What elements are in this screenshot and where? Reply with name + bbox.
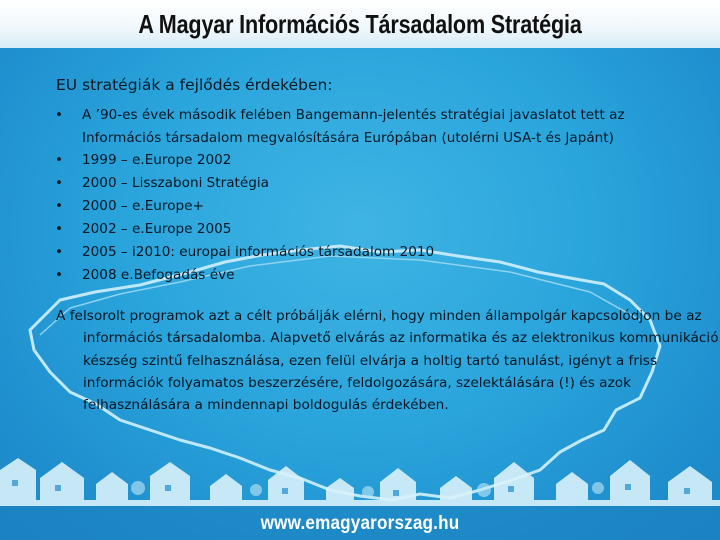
bullet-list — [55, 104, 695, 287]
bullet-icon: • — [55, 244, 64, 260]
list-item-text: 2002 – e.Europe 2005 — [82, 221, 232, 237]
bullet-icon: • — [55, 221, 64, 237]
title-bar — [0, 0, 720, 48]
bullet-icon: • — [55, 107, 64, 123]
list-item-text: 1999 – e.Europe 2002 — [82, 152, 232, 168]
list-item — [55, 218, 695, 241]
bullet-icon: • — [55, 175, 64, 191]
bullet-icon: • — [55, 267, 64, 283]
bullet-icon: • — [55, 198, 64, 214]
list-item-text: 2000 – Lisszaboni Stratégia — [82, 175, 269, 191]
list-item-text: 2008 e.Befogadás éve — [82, 267, 235, 283]
body-paragraph: A felsorolt programok azt a célt próbálják elérni, hogy minden állampolgár kapcsolódjon be az információs társadalomba. Alapvető elvárás az informatika és az elektronikus kommunikáció készség szintű felhasználása, ezen felül elvárja a holtig tartó tanulást, igényt a friss információk folyamatos beszerzésére, feldolgozására, szelektálására (!) és azok felhasználására a mindennapi boldogulás érdekében. — [56, 308, 719, 414]
list-item-text: 2000 – e.Europe+ — [82, 198, 204, 214]
list-item-text: 2005 – i2010: europai információs társadalom 2010 — [82, 244, 435, 260]
list-item — [55, 195, 695, 218]
list-item — [55, 172, 695, 195]
village-silhouette — [0, 458, 720, 506]
list-item — [55, 149, 695, 172]
footer-url-text: www.emagyarorszag.hu — [260, 513, 460, 534]
slide-title: A Magyar Információs Társadalom Stratégia — [138, 9, 582, 39]
list-item — [55, 264, 695, 287]
bullet-icon: • — [55, 152, 64, 168]
section-heading: EU stratégiák a fejlődés érdekében: — [56, 76, 333, 94]
list-item — [55, 241, 695, 264]
list-item-text: A ’90-es évek második felében Bangemann-jelentés stratégiai javaslatot tett az Információs társadalom megvalósítására Európában (utolérni USA-t és Japánt) — [82, 107, 625, 146]
list-item — [55, 104, 695, 149]
